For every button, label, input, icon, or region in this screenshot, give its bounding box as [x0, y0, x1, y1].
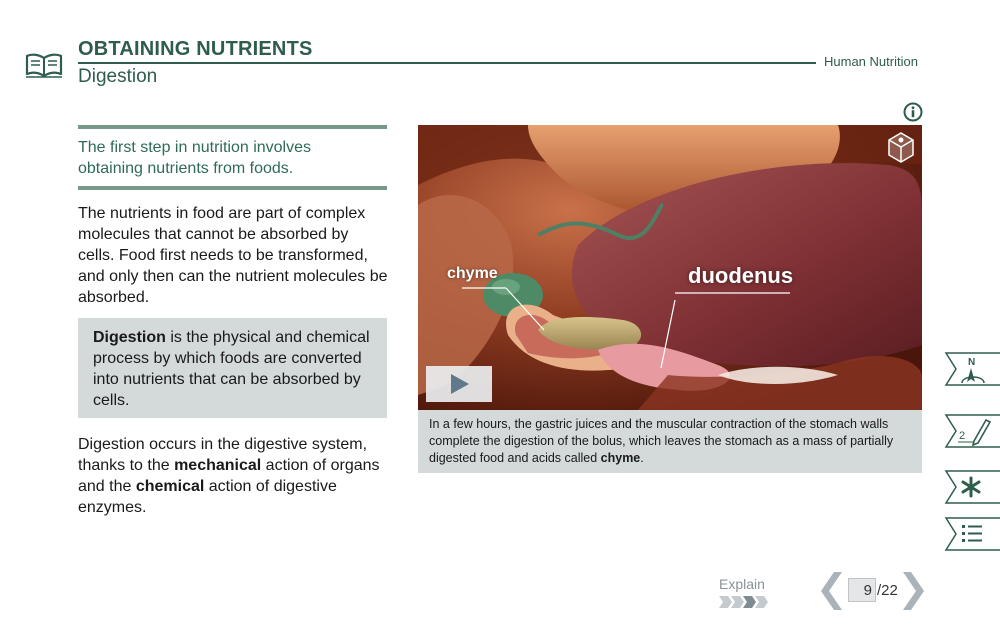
page-title: OBTAINING NUTRIENTS — [78, 38, 313, 60]
compass-letter: N — [968, 357, 976, 368]
definition-box — [78, 318, 387, 418]
list-icon[interactable] — [944, 517, 1000, 551]
intro-text: The first step in nutrition involves obtaining nutrients from foods. — [78, 139, 311, 177]
keyword-mechanical: mechanical — [174, 457, 262, 474]
previous-page-chevron-icon[interactable] — [820, 572, 842, 610]
tab-index[interactable] — [944, 517, 1000, 549]
notes-number: 2 — [959, 430, 966, 442]
paragraph-text: action of digestive enzymes. — [78, 478, 337, 516]
compass-icon[interactable] — [944, 352, 1000, 386]
caption-keyword: chyme — [600, 451, 641, 465]
explain-button[interactable]: Explain — [719, 576, 765, 592]
definition-term: Digestion — [93, 329, 166, 346]
caption-text: In a few hours, the gastric juices and the muscular contraction of the stomach walls complete the digestion of the bolus, which leaves the stomach as a mass of partially digested food and acids called — [429, 417, 894, 465]
asterisk-icon[interactable] — [944, 470, 1000, 504]
current-page-input[interactable]: 9 — [848, 578, 876, 602]
play-icon[interactable] — [451, 374, 469, 394]
definition-text: is the physical and chemical process by which foods are converted into nutrients that can be absorbed by cells. — [93, 329, 370, 409]
paragraph-nutrients: The nutrients in food are part of complex molecules that cannot be absorbed by cells. Food first needs to be transformed, and only then can the nutrient molecules be absorbed. — [78, 205, 388, 306]
info-icon[interactable] — [903, 102, 923, 122]
intro-divider-top — [78, 125, 387, 129]
keyword-chemical: chemical — [135, 478, 205, 495]
label-chyme: chyme — [447, 265, 498, 282]
video-player[interactable] — [418, 125, 922, 410]
progress-arrows-icon — [719, 596, 769, 608]
header-divider — [78, 62, 816, 64]
tab-glossary[interactable] — [944, 470, 1000, 502]
label-duodenus: duodenus — [688, 263, 794, 288]
paragraph-text: action of organs and the — [78, 457, 380, 495]
pencil-icon[interactable] — [944, 414, 1000, 448]
unit-label: Human Nutrition — [824, 54, 918, 69]
tab-compass[interactable] — [944, 352, 1000, 384]
play-button[interactable] — [426, 366, 492, 402]
paragraph-digestive-system — [78, 434, 388, 518]
caption-end: . — [640, 451, 644, 465]
page-subtitle: Digestion — [78, 66, 158, 87]
total-pages: /22 — [877, 582, 898, 599]
intro-divider-bottom — [78, 186, 387, 190]
3d-cube-icon[interactable] — [886, 131, 916, 165]
next-page-chevron-icon[interactable] — [902, 572, 924, 610]
tab-notes[interactable] — [944, 414, 1000, 446]
video-caption — [418, 410, 922, 473]
open-book-icon — [24, 52, 64, 78]
paragraph-text: Digestion occurs in the digestive system, thanks to the — [78, 436, 368, 474]
